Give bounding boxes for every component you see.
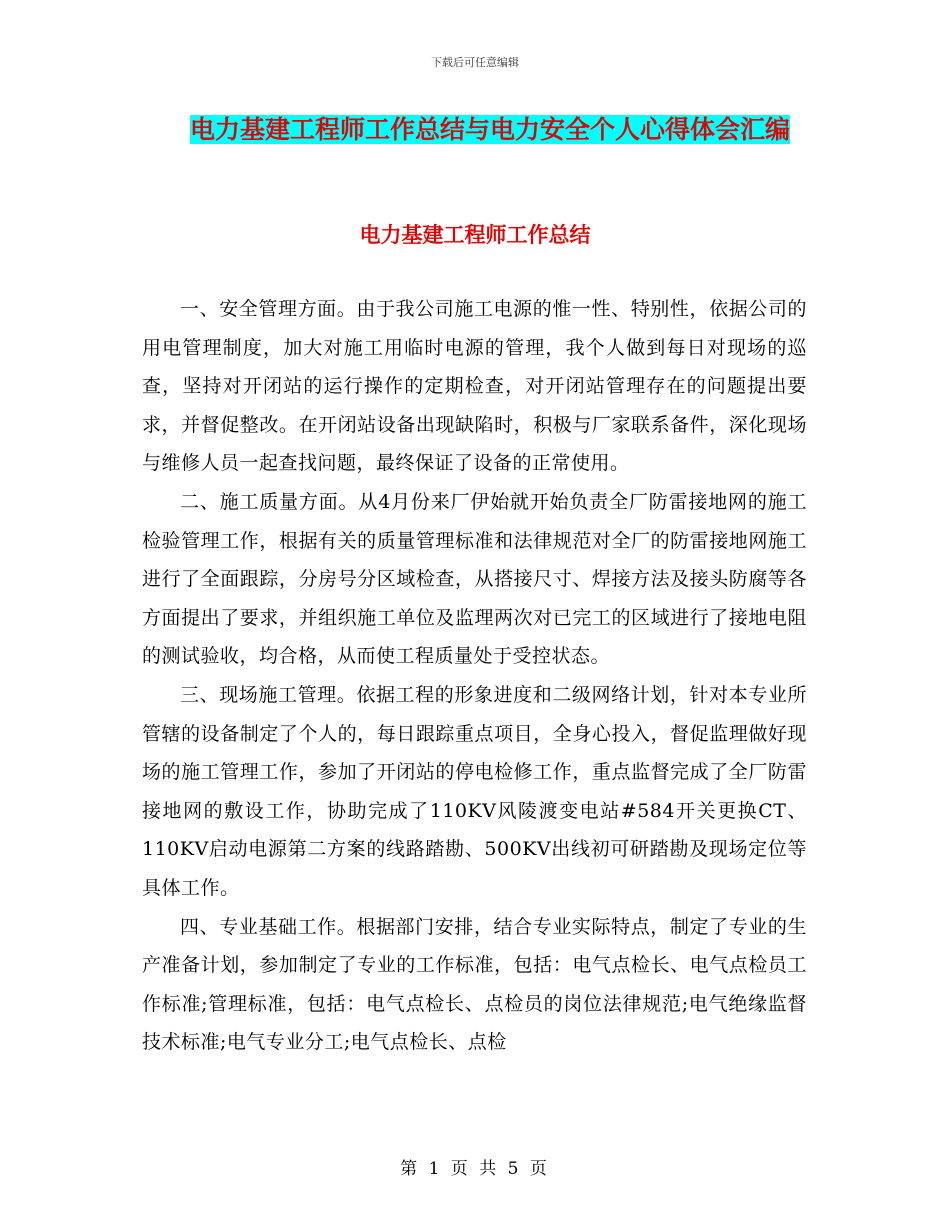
page-number-footer: 第 1 页 共 5 页 [400,1159,550,1179]
paragraph-basic-work: 四、专业基础工作。根据部门安排，结合专业实际特点，制定了专业的生产准备计划，参加制定了专业的工作标准，包括：电气点检长、电气点检员工作标准;管理标准，包括：电气点检长、点检员的岗位法律规范;电气绝缘监督技术标准;电气专业分工;电气点检长、点检 [142,915,807,1054]
paragraph-construction-quality: 二、施工质量方面。从4月份来厂伊始就开始负责全厂防雷接地网的施工检验管理工作，根据有关的质量管理标准和法律规范对全厂的防雷接地网施工进行了全面跟踪，分房号分区域检查，从搭接尺寸、焊接方法及接头防腐等各方面提出了要求，并组织施工单位及监理两次对已完工的区域进行了接地电阻的测试验收，均合格，从而使工程质量处于受控状态。 [142,490,807,668]
page-header-note: 下载后可任意编辑 [431,56,519,69]
document-title [160,108,820,152]
document-body [142,290,807,1062]
section-title: 电力基建工程师工作总结 [359,223,591,247]
paragraph-site-management: 三、现场施工管理。依据工程的形象进度和二级网络计划，针对本专业所管辖的设备制定了个人的，每日跟踪重点项目，全身心投入，督促监理做好现场的施工管理工作，参加了开闭站的停电检修工作，重点监督完成了全厂防雷接地网的敷设工作，协助完成了110KV风陵渡变电站#584开关更换CT、110KV启动电源第二方案的线路踏勘、500KV出线初可研踏勘及现场定位等具体工作。 [142,683,807,899]
paragraph-safety-management: 一、安全管理方面。由于我公司施工电源的惟一性、特别性，依据公司的用电管理制度，加大对施工用临时电源的管理，我个人做到每日对现场的巡查，坚持对开闭站的运行操作的定期检查，对开闭站管理存在的问题提出要求，并督促整改。在开闭站设备出现缺陷时，积极与厂家联系备件，深化现场与维修人员一起查找问题，最终保证了设备的正常使用。 [142,298,807,475]
document-title-text: 电力基建工程师工作总结与电力安全个人心得体会汇编 [189,115,790,144]
